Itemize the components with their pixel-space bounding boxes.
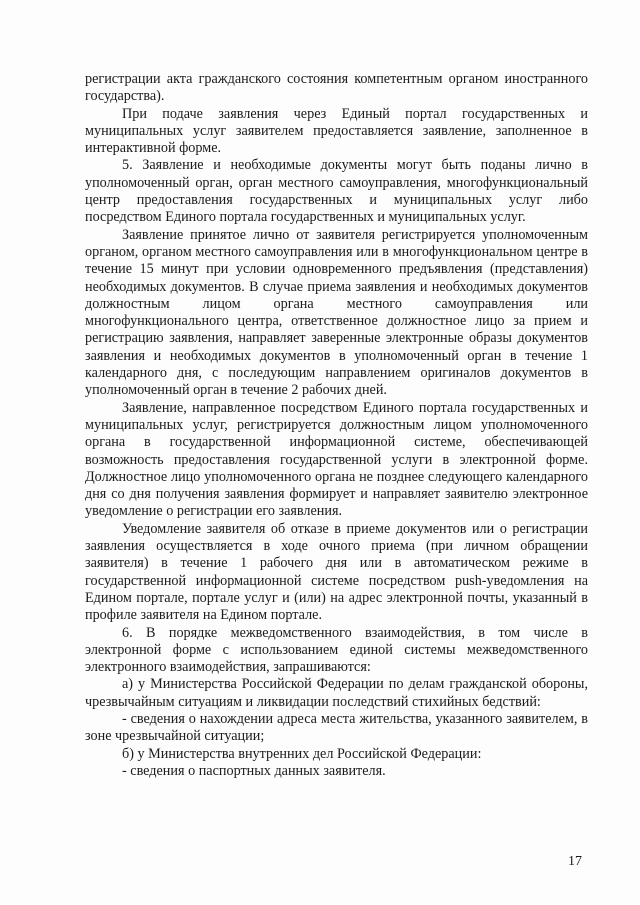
document-body <box>85 71 588 780</box>
paragraph-in-person-registration: Заявление принятое лично от заявителя регистрируется уполномоченным органом, органом местного самоуправления или в многофункциональном центре в течение 15 минут при условии одновременного предъявления (представления) необходимых документов. В случае приема заявления и необходимых документов должностным лицом органа местного самоуправления или многофункционального центра, ответственное должностное лицо за прием и регистрацию заявления, направляет заверенные электронные образы документов заявления и необходимых документов в уполномоченный орган в течение 1 календарного дня, с последующим направлением оригиналов документов в уполномоченный орган в течение 2 рабочих дней. <box>85 226 588 399</box>
paragraph-continuation: регистрации акта гражданского состояния компетентным органом иностранного государства). <box>85 71 588 105</box>
paragraph-notification: Уведомление заявителя об отказе в приеме документов или о регистрации заявления осуществляется в ходе очного приема (при личном обращении заявителя) в течение 1 рабочего дня или в автоматическом режиме в государственной информационной системе посредством push-уведомления на Едином портале, портале услуг и (или) на адрес электронной почты, указанный в профиле заявителя на Едином портале. <box>85 520 588 624</box>
paragraph-item-6a-detail: - сведения о нахождении адреса места жительства, указанного заявителем, в зоне чрезвычайной ситуации; <box>85 710 588 745</box>
paragraph-item-6b-detail: - сведения о паспортных данных заявителя. <box>122 762 386 779</box>
paragraph-item-6a: а) у Министерства Российской Федерации по делам гражданской обороны, чрезвычайным ситуациям и ликвидации последствий стихийных бедствий: <box>85 676 588 710</box>
page-number: 17 <box>568 854 582 869</box>
paragraph-item-6: 6. В порядке межведомственного взаимодействия, в том числе в электронной форме с использованием единой системы межведомственного электронного взаимодействия, запрашиваются: <box>85 624 588 676</box>
paragraph-item-5: 5. Заявление и необходимые документы могут быть поданы лично в уполномоченный орган, орган местного самоуправления, многофункциональный центр предоставления государственных и муниципальных услуг либо посредством Единого портала государственных и муниципальных услуг. <box>85 157 588 226</box>
paragraph-portal-submission: При подаче заявления через Единый портал государственных и муниципальных услуг заявителем предоставляется заявление, заполненное в интерактивной форме. <box>85 105 588 157</box>
paragraph-portal-registration: Заявление, направленное посредством Единого портала государственных и муниципальных услуг, регистрируется должностным лицом уполномоченного органа в государственной информационной системе, обеспечивающей возможность предоставления государственной услуги в электронной форме. Должностное лицо уполномоченного органа не позднее следующего календарного дня со дня получения заявления формирует и направляет заявителю электронное уведомление о регистрации его заявления. <box>85 399 588 520</box>
paragraph-item-6b: б) у Министерства внутренних дел Российской Федерации: <box>122 745 482 762</box>
